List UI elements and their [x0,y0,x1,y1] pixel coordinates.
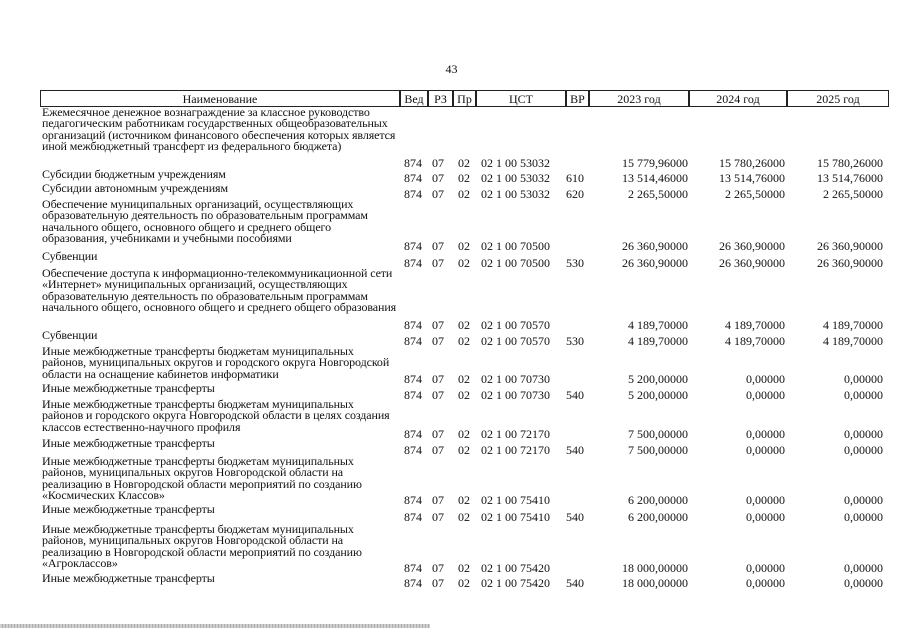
cell-cst: 02 1 00 70730 [481,372,550,386]
cell-cst: 02 1 00 53032 [481,156,550,170]
cell-ved: 874 [404,427,422,441]
cell-cst: 02 1 00 75410 [481,493,550,507]
cell-pr: 02 [458,171,470,185]
cell-2024: 2 265,50000 [725,187,785,201]
cell-rz: 07 [432,156,444,170]
header-2023: 2023 год [589,90,689,107]
cell-rz: 07 [432,187,444,201]
cell-2025: 0,00000 [844,427,883,441]
cell-2023: 2 265,50000 [628,187,688,201]
cell-2024: 4 189,70000 [725,318,785,332]
cell-2025: 26 360,90000 [817,256,883,270]
cell-cst: 02 1 00 70570 [481,334,550,348]
scan-edge-divider [0,624,430,628]
cell-ved: 874 [404,443,422,457]
cell-ved: 874 [404,510,422,524]
header-ved: Вед [400,90,428,107]
cell-cst: 02 1 00 53032 [481,171,550,185]
cell-2023: 26 360,90000 [622,256,688,270]
cell-rz: 07 [432,388,444,402]
header-rz: РЗ [428,90,453,107]
cell-2024: 0,00000 [746,427,785,441]
cell-rz: 07 [432,443,444,457]
cell-pr: 02 [458,510,470,524]
cell-pr: 02 [458,318,470,332]
cell-cst: 02 1 00 53032 [481,187,550,201]
cell-ved: 874 [404,372,422,386]
cell-2023: 5 200,00000 [628,388,688,402]
cell-ved: 874 [404,256,422,270]
cell-2025: 2 265,50000 [823,187,883,201]
cell-rz: 07 [432,427,444,441]
cell-pr: 02 [458,561,470,575]
row-name: Иные межбюджетные трансферты [42,571,215,585]
cell-pr: 02 [458,493,470,507]
cell-2023: 13 514,46000 [622,171,688,185]
cell-pr: 02 [458,388,470,402]
row-name: Субсидии автономным учреждениям [42,181,228,195]
page-number: 43 [445,62,458,76]
cell-2024: 0,00000 [746,493,785,507]
cell-ved: 874 [404,493,422,507]
cell-ved: 874 [404,388,422,402]
cell-2025: 15 780,26000 [817,156,883,170]
cell-2025: 0,00000 [844,388,883,402]
cell-2023: 18 000,00000 [622,561,688,575]
cell-pr: 02 [458,187,470,201]
cell-ved: 874 [404,239,422,253]
cell-2024: 0,00000 [746,372,785,386]
header-vr: ВР [566,90,589,107]
cell-vr: 620 [566,187,584,201]
cell-2023: 15 779,96000 [622,156,688,170]
cell-pr: 02 [458,427,470,441]
row-name: Субсидии бюджетным учреждениям [42,167,226,181]
row-name: Иные межбюджетные трансферты бюджетам муниципальных районов и городского округа Новгородской области в целях создания классов естественно-научного профиля [42,397,390,434]
row-name: Обеспечение муниципальных организаций, осуществляющих образовательную деятельность по образовательным программам начального общего, основного общего и среднего общего образования, учебниками и учебными пособиями [42,197,368,246]
cell-2024: 26 360,90000 [719,256,785,270]
header-name: Наименование [40,90,400,107]
row-name: Ежемесячное денежное вознаграждение за классное руководство педагогическим работникам государственных общеобразовательных организаций (источником финансового обеспечения которых является иной межбюджетный трансферт из федерального бюджета) [42,105,396,154]
row-name: Иные межбюджетные трансферты [42,436,215,450]
cell-cst: 02 1 00 72170 [481,443,550,457]
row-name: Субвенции [42,328,98,342]
cell-cst: 02 1 00 72170 [481,427,550,441]
cell-pr: 02 [458,576,470,590]
cell-pr: 02 [458,239,470,253]
cell-rz: 07 [432,171,444,185]
cell-2023: 6 200,00000 [628,493,688,507]
cell-cst: 02 1 00 70500 [481,256,550,270]
cell-2025: 0,00000 [844,561,883,575]
cell-cst: 02 1 00 70730 [481,388,550,402]
cell-vr: 610 [566,171,584,185]
cell-2023: 4 189,70000 [628,334,688,348]
cell-2025: 0,00000 [844,372,883,386]
cell-2025: 0,00000 [844,510,883,524]
cell-ved: 874 [404,561,422,575]
cell-2024: 0,00000 [746,510,785,524]
cell-vr: 530 [566,334,584,348]
cell-vr: 540 [566,510,584,524]
cell-2023: 26 360,90000 [622,239,688,253]
cell-2025: 13 514,76000 [817,171,883,185]
cell-pr: 02 [458,443,470,457]
cell-2023: 6 200,00000 [628,510,688,524]
header-2025: 2025 год [787,90,889,107]
row-name: Иные межбюджетные трансферты бюджетам муниципальных районов, муниципальных округов и городского округа Новгородской области на оснащение кабинетов информатики [42,344,390,381]
cell-ved: 874 [404,576,422,590]
cell-pr: 02 [458,156,470,170]
cell-vr: 530 [566,256,584,270]
cell-2024: 15 780,26000 [719,156,785,170]
cell-pr: 02 [458,256,470,270]
cell-2024: 13 514,76000 [719,171,785,185]
row-name: Иные межбюджетные трансферты [42,502,215,516]
row-name: Иные межбюджетные трансферты бюджетам муниципальных районов, муниципальных округов Новгородской области на реализацию в Новгородской области мероприятий по созданию «Космических Классов» [42,454,362,503]
cell-cst: 02 1 00 70570 [481,318,550,332]
cell-ved: 874 [404,334,422,348]
header-pr: Пр [453,90,476,107]
cell-rz: 07 [432,561,444,575]
row-name: Обеспечение доступа к информационно-телекоммуникационной сети «Интернет» муниципальных организаций, осуществляющих образовательную деятельность по образовательным программам начального общего, основного общего и среднего общего образования [42,266,397,315]
header-2024: 2024 год [689,90,787,107]
cell-2025: 0,00000 [844,443,883,457]
cell-2024: 0,00000 [746,561,785,575]
header-cst: ЦСТ [476,90,566,107]
cell-2025: 4 189,70000 [823,334,883,348]
cell-2025: 4 189,70000 [823,318,883,332]
cell-2023: 18 000,00000 [622,576,688,590]
cell-rz: 07 [432,239,444,253]
row-name: Иные межбюджетные трансферты [42,381,215,395]
cell-cst: 02 1 00 75420 [481,576,550,590]
cell-2024: 26 360,90000 [719,239,785,253]
row-name: Иные межбюджетные трансферты бюджетам муниципальных районов, муниципальных округов Новгородской области на реализацию в Новгородской области мероприятий по созданию «Агроклассов» [42,522,362,571]
cell-rz: 07 [432,372,444,386]
cell-vr: 540 [566,388,584,402]
cell-ved: 874 [404,171,422,185]
cell-2025: 26 360,90000 [817,239,883,253]
cell-2023: 5 200,00000 [628,372,688,386]
cell-2024: 0,00000 [746,443,785,457]
cell-rz: 07 [432,256,444,270]
cell-2023: 7 500,00000 [628,443,688,457]
cell-2024: 0,00000 [746,388,785,402]
cell-2024: 4 189,70000 [725,334,785,348]
cell-rz: 07 [432,510,444,524]
cell-2023: 7 500,00000 [628,427,688,441]
cell-2025: 0,00000 [844,493,883,507]
cell-rz: 07 [432,318,444,332]
cell-cst: 02 1 00 75420 [481,561,550,575]
cell-rz: 07 [432,334,444,348]
cell-cst: 02 1 00 75410 [481,510,550,524]
cell-vr: 540 [566,576,584,590]
cell-cst: 02 1 00 70500 [481,239,550,253]
cell-pr: 02 [458,372,470,386]
cell-rz: 07 [432,493,444,507]
cell-ved: 874 [404,156,422,170]
cell-2025: 0,00000 [844,576,883,590]
row-name: Субвенции [42,249,98,263]
cell-pr: 02 [458,334,470,348]
cell-rz: 07 [432,576,444,590]
cell-2024: 0,00000 [746,576,785,590]
cell-2023: 4 189,70000 [628,318,688,332]
cell-ved: 874 [404,318,422,332]
cell-vr: 540 [566,443,584,457]
cell-ved: 874 [404,187,422,201]
